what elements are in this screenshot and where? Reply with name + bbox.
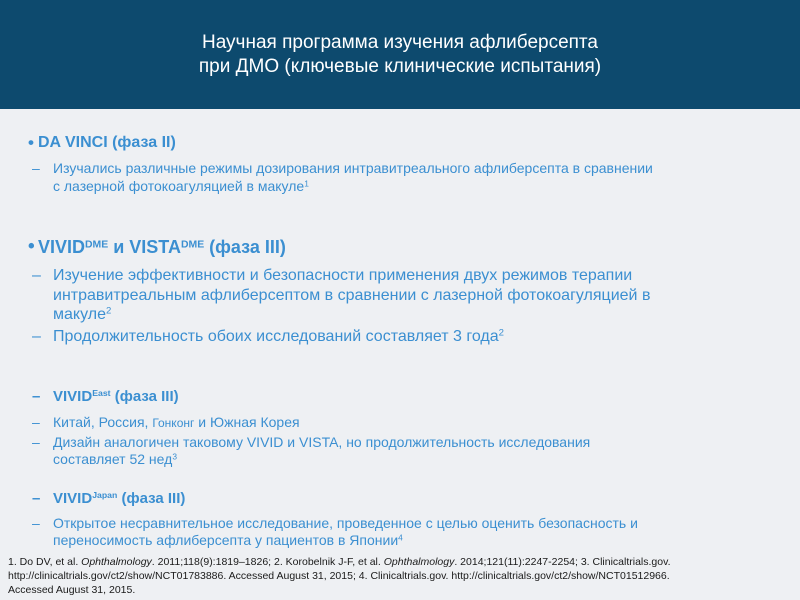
title-line-2: при ДМО (ключевые клинические испытания) [198,55,602,77]
journal-name: Ophthalmology [81,556,152,568]
title-sup: DME [180,239,205,251]
ref-marker: 1 [304,178,309,189]
journal-name: Ophthalmology [383,556,455,568]
da-vinci-line-2 [53,178,309,194]
title-part: VIVID [53,490,93,507]
dash-marker: – [32,267,41,284]
title-part: и VISTA [108,237,181,257]
vivid-east-item-2-line-1: Дизайн аналогичен таковому VIVID и VISTA, но продолжительность исследования [53,434,591,450]
bullet-marker: • [28,236,35,257]
dash-marker: – [32,388,41,405]
item-text: Продолжительность обоих исследований составляет 3 года [53,328,499,345]
title-sup: East [92,388,111,399]
item-text: и Южная Корея [194,414,300,430]
title-line-1: Научная программа изучения афлиберсепта [201,31,598,53]
vivid-japan-item-1-line-1: Открытое несравнительное исследование, проведенное с целью оценить безопасность и [53,515,638,531]
vivid-vista-item-2 [53,328,504,346]
bullet-marker: • [28,133,34,152]
slide-title [199,31,601,79]
item-text: макуле [53,306,106,323]
ref-marker: 4 [398,532,403,543]
item-text: переносимость афлиберсепта у пациентов в Японии [53,532,399,548]
dash-marker: – [32,515,40,531]
references-footnote [8,555,788,597]
title-sup: Japan [92,490,118,501]
item-text: Гонконг [152,416,195,430]
ref-marker: 2 [498,327,504,339]
ref-marker: 3 [172,451,177,462]
footnote-line-1 [8,555,788,569]
footnote-line-3: Accessed August 31, 2015. [8,584,136,596]
footnote-text: . 2014;121(11):2247-2254; 3. Clinicaltrials.gov. [454,556,671,568]
dash-marker: – [32,328,41,345]
dash-marker: – [32,414,40,430]
title-part: (фаза III) [117,490,186,507]
title-part: VIVID [38,237,86,257]
footnote-text: . 2011;118(9):1819–1826; 2. Korobelnik J-F, et al. [151,556,384,568]
dash-marker: – [32,160,40,176]
da-vinci-line-1: Изучались различные режимы дозирования интравитреального афлиберсепта в сравнении [53,160,653,176]
title-sup: DME [85,239,109,251]
item-text: Китай, Россия, [53,414,153,430]
vivid-east-item-1 [53,414,300,430]
dash-marker: – [32,434,40,450]
header-banner [0,0,800,109]
vivid-vista-item-1-line-1: Изучение эффективности и безопасности применения двух режимов терапии [53,267,633,284]
vivid-vista-item-1-line-3 [53,306,111,324]
section-title-da-vinci: DA VINCI (фаза II) [38,134,176,151]
section-title-vivid-vista [38,237,286,258]
section-title-vivid-east [53,388,179,405]
vivid-east-item-2-line-2 [53,451,177,467]
title-part: (фаза III) [204,237,286,257]
vivid-vista-item-1-line-2: интравитреальным афлиберсептом в сравнении с лазерной фотокоагуляцией в [53,287,651,304]
da-vinci-line-2-text: с лазерной фотокоагуляцией в макуле [53,178,305,194]
title-part: VIVID [53,388,93,405]
vivid-japan-item-1-line-2 [53,532,403,548]
footnote-line-2: http://clinicaltrials.gov/ct2/show/NCT01783886. Accessed August 31, 2015; 4. Clinicaltrials.gov. http://clinicaltrials.gov/ct2/show/NCT01512966. [8,570,670,582]
ref-marker: 2 [105,305,112,317]
dash-marker: – [32,490,41,507]
item-text: составляет 52 нед [53,451,173,467]
title-part: (фаза III) [110,388,179,405]
footnote-text: 1. Do DV, et al. [8,556,82,568]
section-title-vivid-japan [53,490,185,507]
